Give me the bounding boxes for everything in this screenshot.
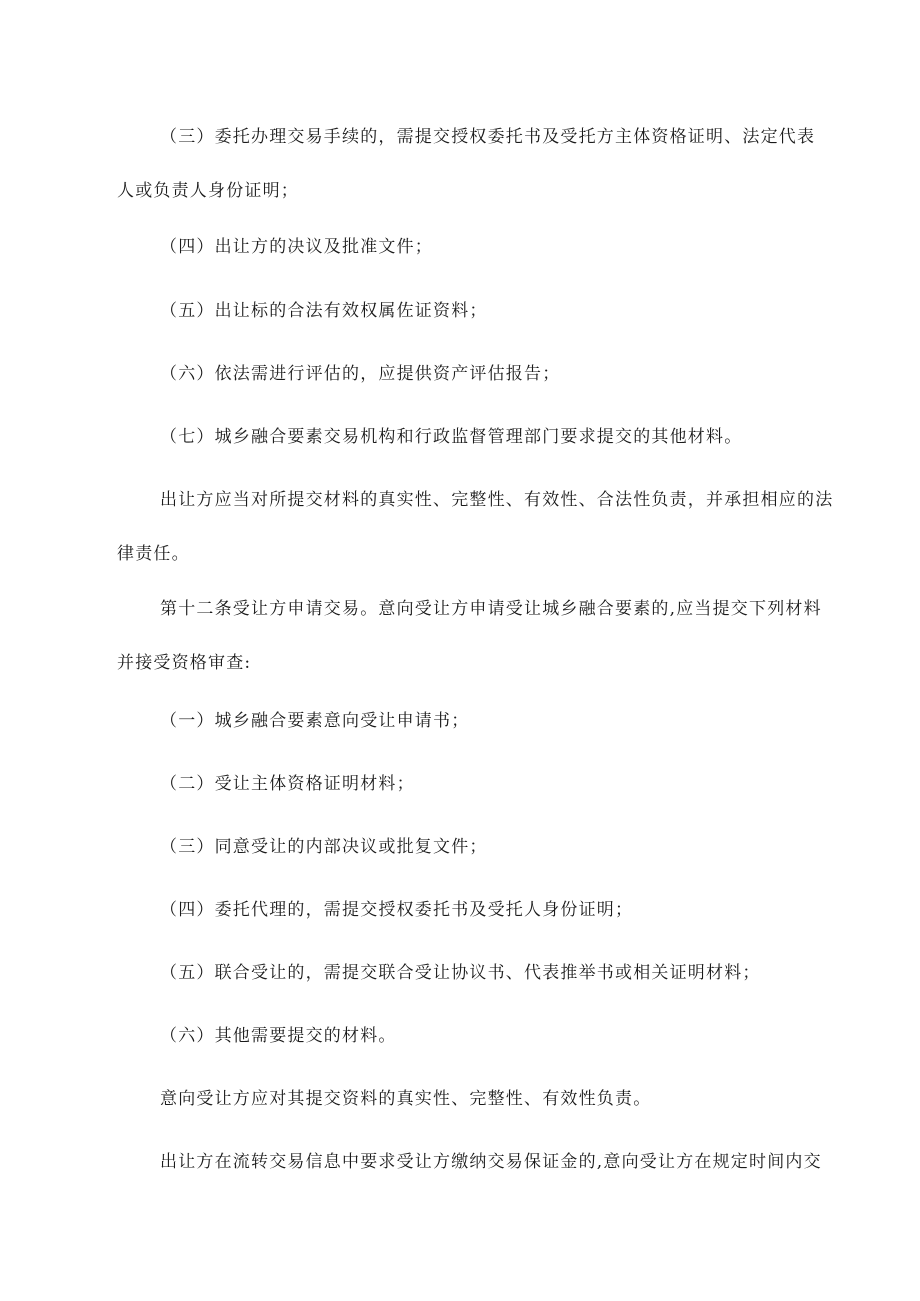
paragraph-line: （五）出让标的合法有效权属佐证资料； [160,301,488,321]
paragraph-line: （三）委托办理交易手续的，需提交授权委托书及受托方主体资格证明、法定代表 [160,127,816,147]
paragraph-item-3-entrust [117,110,850,218]
paragraph-line: （二）受让主体资格证明材料； [160,774,415,794]
paragraph-line: （三）同意受让的内部决议或批复文件； [160,837,488,857]
paragraph-line: （七）城乡融合要素交易机构和行政监督管理部门要求提交的其他材料。 [160,427,743,447]
paragraph-line: （六）其他需要提交的材料。 [160,1026,397,1046]
paragraph-line: （五）联合受让的，需提交联合受让协议书、代表推举书或相关证明材料； [160,963,761,983]
paragraph-article-12 [117,582,850,690]
paragraph-line: （六）依法需进行评估的，应提供资产评估报告； [160,364,561,384]
paragraph-line: 人或负责人身份证明； [117,181,299,201]
paragraph-line: 第十二条受让方申请交易。意向受让方申请受让城乡融合要素的,应当提交下列材料 [160,599,822,619]
paragraph-a12-item-6 [160,1009,850,1063]
paragraph-item-6-assessment [160,347,850,401]
paragraph-a12-item-3 [160,820,850,874]
paragraph-a12-item-5 [160,946,850,1000]
paragraph-line: （一）城乡融合要素意向受让申请书； [160,711,470,731]
paragraph-deposit-clause [160,1135,850,1189]
paragraph-line: 出让方应当对所提交材料的真实性、完整性、有效性、合法性负责，并承担相应的法 [160,490,834,510]
paragraph-transferee-responsibility [160,1072,850,1126]
paragraph-a12-item-4 [160,883,850,937]
paragraph-a12-item-2 [160,757,850,811]
paragraph-item-4-resolution [160,220,850,274]
paragraph-line: 律责任。 [117,544,190,564]
paragraph-a12-item-1 [160,694,850,748]
paragraph-line: （四）委托代理的，需提交授权委托书及受托人身份证明； [160,900,634,920]
paragraph-item-5-ownership [160,284,850,338]
paragraph-line: 并接受资格审查: [117,653,252,673]
paragraph-line: （四）出让方的决议及批准文件； [160,237,433,257]
paragraph-transferor-responsibility [117,473,850,581]
paragraph-line: 出让方在流转交易信息中要求受让方缴纳交易保证金的,意向受让方在规定时间内交 [160,1152,822,1172]
paragraph-item-7-other [160,410,850,464]
paragraph-line: 意向受让方应对其提交资料的真实性、完整性、有效性负责。 [160,1089,652,1109]
